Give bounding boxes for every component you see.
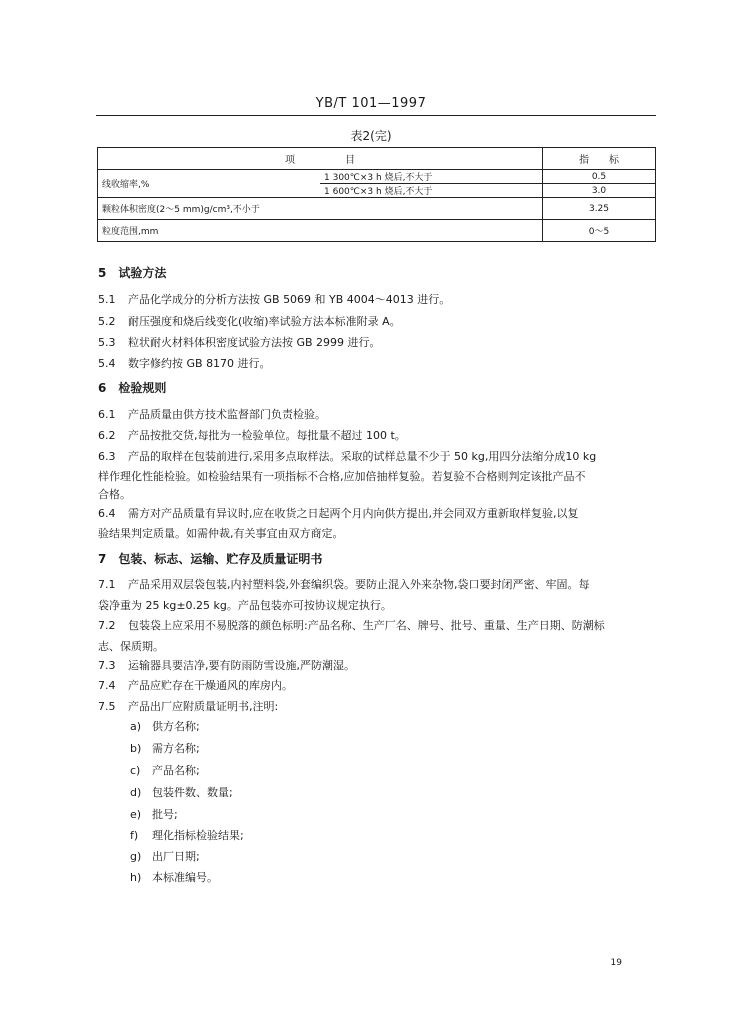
list-item: [130, 718, 200, 734]
clause-number: 5.4: [98, 357, 116, 370]
table-header-row: [98, 148, 656, 170]
clause: [98, 447, 658, 466]
clause: [98, 405, 658, 424]
clause: [98, 504, 658, 523]
list-label: e): [130, 808, 142, 821]
clause-text: 包装袋上应采用不易脱落的颜色标明:产品名称、生产厂名、牌号、批号、重量、生产日期、防潮标: [128, 619, 605, 632]
clause-text: 数字修约按 GB 8170 进行。: [128, 357, 271, 370]
clause-number: 5.1: [98, 293, 116, 306]
clause-text: 运输器具要洁净,要有防雨防雪设施,严防潮湿。: [128, 659, 355, 672]
row-value: 0～5: [543, 220, 656, 242]
section-title: 6 检验规则: [98, 381, 167, 395]
list-text: 需方名称;: [152, 742, 200, 755]
clause-number: 6.4: [98, 507, 116, 520]
col-value-header: 指 标: [543, 148, 656, 170]
row-group-label: 线收缩率,%: [98, 170, 321, 198]
list-item: [130, 762, 200, 778]
clause-number: 5.2: [98, 315, 116, 328]
list-item: [130, 784, 233, 800]
clause: [98, 697, 658, 716]
clause-text: 需方对产品质量有异议时,应在收货之日起两个月内向供方提出,并会同双方重新取样复验,以复: [128, 507, 579, 520]
clause: [98, 676, 658, 695]
clause-number: 7.1: [98, 578, 116, 591]
row-item: 1 300℃×3 h 烧后,不大于: [320, 170, 543, 184]
clause-number: 7.2: [98, 619, 116, 632]
list-label: d): [130, 786, 142, 799]
clause-number: 6.3: [98, 450, 116, 463]
clause-number: 5.3: [98, 336, 116, 349]
clause: [98, 575, 658, 594]
row-value: 3.0: [543, 184, 656, 198]
list-text: 产品名称;: [152, 764, 200, 777]
table-row: [98, 170, 656, 184]
list-label: c): [130, 764, 141, 777]
page-number: 19: [610, 958, 622, 968]
list-item: [130, 869, 218, 885]
row-item: 1 600℃×3 h 烧后,不大于: [320, 184, 543, 198]
list-item: [130, 806, 178, 822]
list-text: 本标准编号。: [152, 871, 218, 884]
section-title: 5 试验方法: [98, 266, 167, 280]
clause: [98, 290, 658, 309]
section-title: 7 包装、标志、运输、贮存及质量证明书: [98, 552, 323, 566]
list-label: b): [130, 742, 142, 755]
clause-continuation: 样作理化性能检验。如检验结果有一项指标不合格,应加倍抽样复验。若复验不合格则判定该批产品不: [98, 470, 586, 483]
clause-text: 耐压强度和烧后线变化(收缩)率试验方法本标准附录 A。: [128, 315, 401, 328]
clause-text: 产品按批交货,每批为一检验单位。每批量不超过 100 t。: [128, 429, 406, 442]
clause-text: 产品化学成分的分析方法按 GB 5069 和 YB 4004～4013 进行。: [128, 293, 451, 306]
list-text: 理化指标检验结果;: [152, 829, 244, 842]
list-item: [130, 827, 244, 843]
row-value: 3.25: [543, 198, 656, 220]
clause-number: 7.5: [98, 700, 116, 713]
clause: [98, 656, 658, 675]
table-row: [98, 220, 656, 242]
list-text: 供方名称;: [152, 720, 200, 733]
row-group-label: 颗粒体积密度(2～5 mm)g/cm³,不小于: [98, 198, 543, 220]
clause: [98, 354, 658, 373]
clause-continuation: 志、保质期。: [98, 640, 164, 653]
page-header: YB/T 101—1997: [315, 96, 427, 111]
clause: [98, 616, 658, 635]
list-label: g): [130, 850, 142, 863]
row-group-label: 粒度范围,mm: [98, 220, 543, 242]
list-label: h): [130, 871, 142, 884]
clause: [98, 426, 658, 445]
clause-number: 6.2: [98, 429, 116, 442]
clause-text: 产品质量由供方技术监督部门负责检验。: [128, 408, 326, 421]
clause-continuation: 验结果判定质量。如需仲裁,有关事宜由双方商定。: [98, 527, 344, 540]
clause-continuation: 袋净重为 25 kg±0.25 kg。产品包装亦可按协议规定执行。: [98, 599, 392, 612]
clause-text: 产品应贮存在干燥通风的库房内。: [128, 679, 293, 692]
clause-text: 产品的取样在包装前进行,采用多点取样法。采取的试样总量不少于 50 kg,用四分法缩分成10 kg: [128, 450, 597, 463]
table-row: [98, 198, 656, 220]
clause: [98, 333, 658, 352]
col-item-header: 项 目: [98, 148, 543, 170]
clause-number: 7.4: [98, 679, 116, 692]
list-text: 包装件数、数量;: [152, 786, 233, 799]
clause-text: 粒状耐火材料体积密度试验方法按 GB 2999 进行。: [128, 336, 381, 349]
list-item: [130, 848, 200, 864]
list-text: 批号;: [152, 808, 178, 821]
spec-table: [97, 147, 656, 242]
header-rule: [96, 115, 656, 116]
list-label: a): [130, 720, 142, 733]
table-caption: 表2(完): [350, 129, 392, 143]
clause-text: 产品采用双层袋包装,内衬塑料袋,外套编织袋。要防止混入外来杂物,袋口要封闭严密、牢固。每: [128, 578, 590, 591]
clause-continuation: 合格。: [98, 488, 131, 501]
clause-number: 7.3: [98, 659, 116, 672]
list-item: [130, 740, 200, 756]
row-value: 0.5: [543, 170, 656, 184]
list-text: 出厂日期;: [152, 850, 200, 863]
list-label: f): [130, 829, 139, 842]
clause-text: 产品出厂应附质量证明书,注明:: [128, 700, 279, 713]
clause-number: 6.1: [98, 408, 116, 421]
clause: [98, 312, 658, 331]
